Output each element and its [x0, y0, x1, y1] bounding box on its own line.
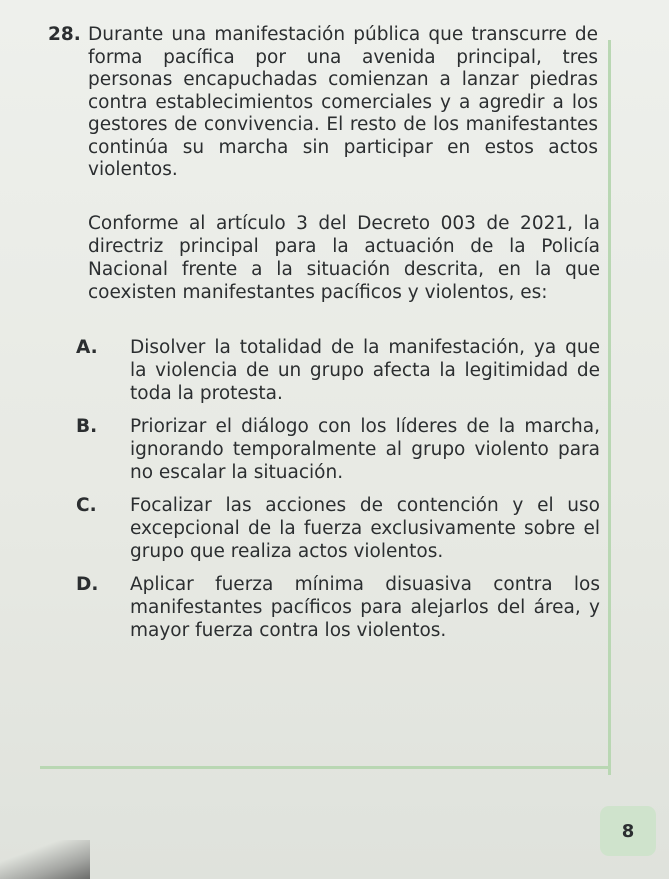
option-c[interactable] — [76, 494, 602, 563]
question-header — [48, 24, 604, 182]
option-text: Priorizar el diálogo con los líderes de la marcha, ignorando temporalmente al grupo violento para no escalar la situación. — [130, 415, 600, 483]
option-text: Focalizar las acciones de contención y el uso excepcional de la fuerza exclusivamente sobre el grupo que realiza actos violentos. — [130, 494, 600, 562]
option-letter: C. — [76, 494, 97, 516]
option-d[interactable] — [76, 573, 602, 642]
answer-options — [76, 336, 602, 642]
page-number-badge: 8 — [600, 806, 656, 856]
option-text: Disolver la totalidad de la manifestación, ya que la violencia de un grupo afecta la legitimidad de toda la protesta. — [130, 336, 600, 404]
option-b[interactable] — [76, 415, 602, 484]
question-block — [48, 24, 604, 652]
option-letter: A. — [76, 336, 98, 358]
option-a[interactable] — [76, 336, 602, 405]
question-prompt: Conforme al artículo 3 del Decreto 003 de 2021, la directriz principal para la actuación de la Policía Nacional frente a la situación descrita, en la que coexisten manifestantes pacíficos y violentos, es: — [88, 212, 600, 303]
corner-shadow — [0, 840, 90, 879]
question-number: 28. — [48, 24, 81, 45]
option-letter: B. — [76, 415, 98, 437]
right-border-rule — [608, 40, 611, 775]
option-text: Aplicar fuerza mínima disuasiva contra los manifestantes pacíficos para alejarlos del área, y mayor fuerza contra los violentos. — [130, 573, 600, 641]
option-letter: D. — [76, 573, 99, 595]
bottom-border-rule — [40, 766, 610, 769]
question-stem: Durante una manifestación pública que transcurre de forma pacífica por una avenida principal, tres personas encapuchadas comienzan a lanzar piedras contra establecimientos comerciales y a agredir a los gestores de convivencia. El resto de los manifestantes continúa su marcha sin participar en estos actos violentos. — [88, 24, 598, 180]
